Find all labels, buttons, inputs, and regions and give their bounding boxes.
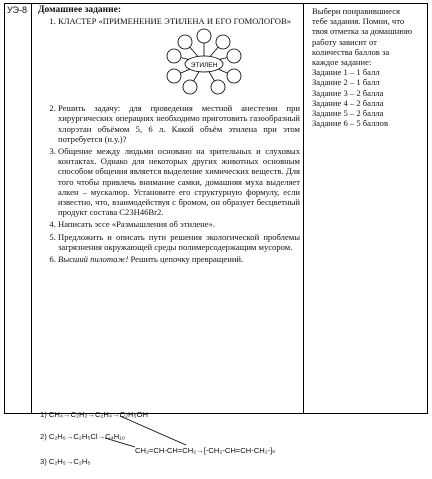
grading-intro-line: Выбери понравившиеся <box>312 6 400 16</box>
grading-item: Задание 1 – 1 балл <box>312 67 380 78</box>
chain-3: 3) C₂H₅→C₂H₅ <box>40 457 91 466</box>
chain-2: 2) C₂H₆→C₂H₅Cl→C₄H₁₀ <box>40 432 125 441</box>
cluster-center-label: ЭТИЛЕН <box>190 62 218 70</box>
homework-title: Домашнее задание: <box>38 5 122 15</box>
task-3: 3. Общение между людьми основано на зрительных и слуховых контактах. Однако для некоторых других животных основным способом общения является выделение химических веществ. Для того чтобы привлечь внимание самки, домашняя муха выделяет алкен – мускалюр. Установите его структурную формулу, если известно, что, взаимодействуя с бромом, он образует бесцветный продукт состава C23H46Br2. <box>58 146 300 217</box>
grading-item: Задание 5 – 2 балла <box>312 108 384 119</box>
grading-intro-line: тебе задания. Помни, что <box>312 16 405 27</box>
task-5: 5. Предложить и описать пути решения экологической проблемы загрязнения окружающей среды полимерсодержащим мусором. <box>58 232 300 252</box>
grading-item: Задание 2 – 1 балл <box>312 77 380 88</box>
grading-item: Задание 4 – 2 балла <box>312 97 384 108</box>
grading-intro-line: работу зависит от <box>312 36 377 47</box>
task-6-text: Решить цепочку превращений. <box>128 254 244 265</box>
task-6-italic: Высший пилотаж! <box>58 254 129 265</box>
polymer-reaction: CH₂=CH-CH=CH₂→[-CH₂-CH=CH-CH₂-]ₙ <box>135 446 276 455</box>
grading-intro-line: твоя отметка за домашнюю <box>312 26 413 37</box>
chain-arrow <box>105 438 135 447</box>
grading-intro-line: количества баллов за <box>312 46 390 57</box>
grading-intro-line: каждое задание: <box>312 57 372 68</box>
grading-item: Задание 3 – 2 балла <box>312 87 384 98</box>
chain-arrow <box>120 416 186 445</box>
chain-1: 1) CH₄→C₂H₂→C₂H₄→C₂H₅OH <box>40 410 148 419</box>
task-4: 4. Написать эссе «Размышления об этилене». <box>58 219 300 229</box>
task-1-text: КЛАСТЕР «ПРИМЕНЕНИЕ ЭТИЛЕНА И ЕГО ГОМОЛОГОВ» <box>58 16 292 26</box>
task-2: 2. Решить задачу: для проведения местной анестезии при хирургических операциях необходимо приготовить газообразный хлорэтан объёмом 5, 6 л. Какой объём этилена при этом потребуется (н.у.)? <box>58 103 300 144</box>
grading-item: Задание 6 – 5 баллов <box>312 118 388 129</box>
unit-code: УЭ-8 <box>7 5 27 15</box>
